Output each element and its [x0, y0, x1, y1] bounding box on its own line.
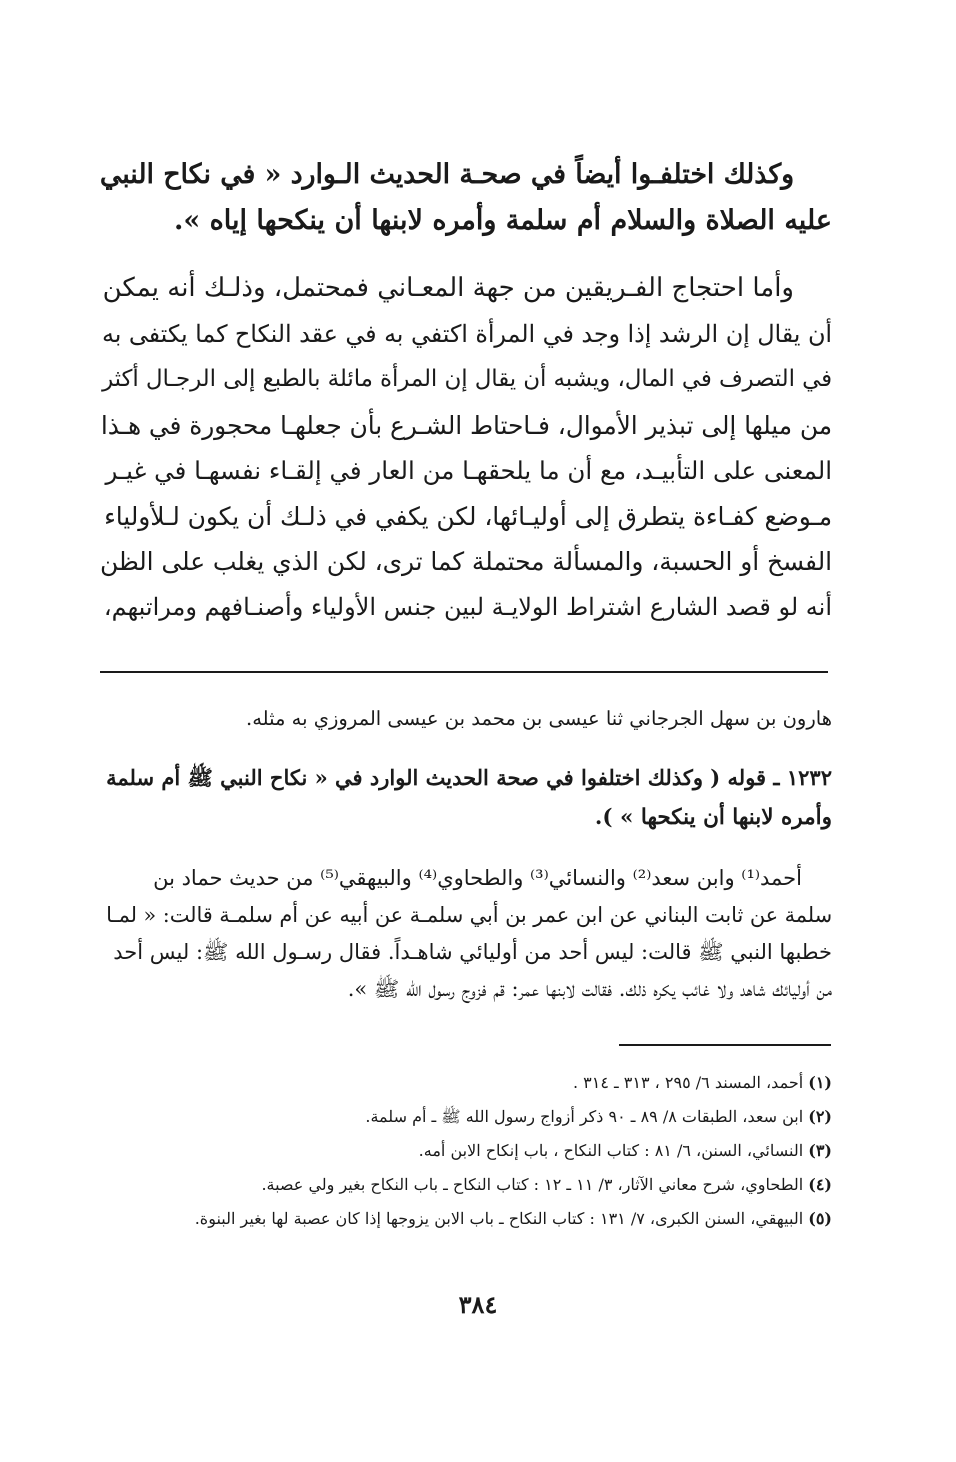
footnote-number: (٤) — [808, 1175, 832, 1194]
footnote-text: البيهقي، السنن الكبرى، ٧/ ١٣١ : كتاب النكاح ـ باب الابن يزوجها إذا كان عصبة لها بغير البنوة. — [194, 1209, 804, 1228]
main-quote-line: عليه الصلاة والسلام أم سلمة وأمره لابنها أن ينكحها إياه ». — [173, 205, 832, 236]
commentary-continuation — [100, 702, 832, 736]
commentary-body-line: أحمد⁽¹⁾ وابن سعد⁽²⁾ والنسائي⁽³⁾ والطحاوي⁽⁴⁾ والبيهقي⁽⁵⁾ من حديث حماد بن — [153, 866, 802, 890]
main-quote-line: وكذلك اختلفـوا أيضاً في صحـة الحديث الـوارد « في نكاح النبي — [99, 159, 794, 190]
footnote-text: أحمد، المسند ٦/ ٢٩٥ ، ٣١٣ ـ ٣١٤ . — [572, 1073, 804, 1092]
footnote-number: (١) — [808, 1073, 832, 1092]
main-body-line: أن يقال إن الرشد إذا وجد في المرأة اكتفي به في عقد النكاح كما يكتفى به — [101, 319, 832, 348]
main-quote-paragraph — [100, 152, 832, 244]
main-body-paragraph — [100, 266, 832, 630]
text-commentary-divider — [100, 671, 828, 673]
footnote-item — [100, 1168, 832, 1202]
page-number: ٣٨٤ — [458, 1290, 498, 1319]
main-body-line: الفسخ أو الحسبة، والمسألة محتملة كما ترى، لكن الذي يغلب على الظن — [100, 547, 832, 576]
commentary-heading — [100, 758, 832, 838]
footnote-item — [100, 1066, 832, 1100]
footnote-number: (٢) — [808, 1107, 832, 1126]
footnote-text: النسائي، السنن، ٦/ ٨١ : كتاب النكاح ، باب إنكاح الابن أمه. — [418, 1141, 804, 1160]
commentary-body — [100, 860, 832, 1008]
footnote-item — [100, 1134, 832, 1168]
commentary-heading-line: وأمره لابنها أن ينكحها » ). — [594, 805, 832, 830]
footnote-text: الطحاوي، شرح معاني الآثار، ٣/ ١١ ـ ١٢ : كتاب النكاح ـ باب النكاح بغير ولي عصبة. — [261, 1175, 804, 1194]
footnote-item — [100, 1100, 832, 1134]
commentary-body-line: خطبها النبي ﷺ قالت: ليس أحد من أوليائي شاهـداً. فقال رسـول الله ﷺ: ليس أحد — [113, 940, 832, 964]
commentary-heading-line: ١٢٣٢ ـ قوله ( وكذلك اختلفوا في صحة الحديث الوارد في « نكاح النبي ﷺ أم سلمة — [106, 765, 832, 790]
commentary-continuation-line: هارون بن سهل الجرجاني ثنا عيسى بن محمد بن عيسى المروزي به مثله. — [246, 707, 832, 730]
main-body-line: وأما احتجاج الفـريقين من جهة المعـاني فمحتمل، وذلـك أنه يمكن — [102, 273, 794, 303]
footnote-number: (٥) — [808, 1209, 832, 1228]
footnote-divider — [619, 1044, 831, 1046]
footnote-text: ابن سعد، الطبقات ٨/ ٨٩ ـ ٩٠ ذكر أزواج رسول الله ﷺ ـ أم سلمة. — [365, 1107, 804, 1126]
main-body-line: من ميلها إلى تبذير الأموال، فـاحتاط الشـرع بأن جعلهـا محجورة في هـذا — [100, 410, 832, 440]
main-body-line: المعنى على التأبيـد، مع أن ما يلحقهـا من العار في إلقـاء نفسهـا في غيـر — [105, 456, 832, 485]
commentary-body-line: سلمة عن ثابت البناني عن ابن عمر بن أبي سلمـة عن أبيه عن أم سلمـة قالت: « لمـا — [106, 903, 832, 927]
footnote-item — [100, 1202, 832, 1236]
main-body-line: في التصرف في المال، ويشبه أن يقال إن المرأة مائلة بالطبع إلى الرجـال أكثر — [102, 366, 832, 392]
main-body-line: أنه لو قصد الشارع اشتراط الولايـة لبين جنس الأولياء وأصنـافهم ومراتبهم، — [103, 592, 832, 621]
footnotes-list — [100, 1066, 832, 1236]
main-body-line: مـوضع كفـاءة يتطرق إلى أوليـائها، لكن يكفي في ذلـك أن يكون لـلأولياء — [104, 501, 832, 531]
commentary-body-line: من أوليائك شاهد ولا غائب يكره ذلك. فقالت لابنها عمر: قم فزوج رسول الله ﷺ ». — [347, 977, 832, 1001]
footnote-number: (٣) — [808, 1141, 832, 1160]
